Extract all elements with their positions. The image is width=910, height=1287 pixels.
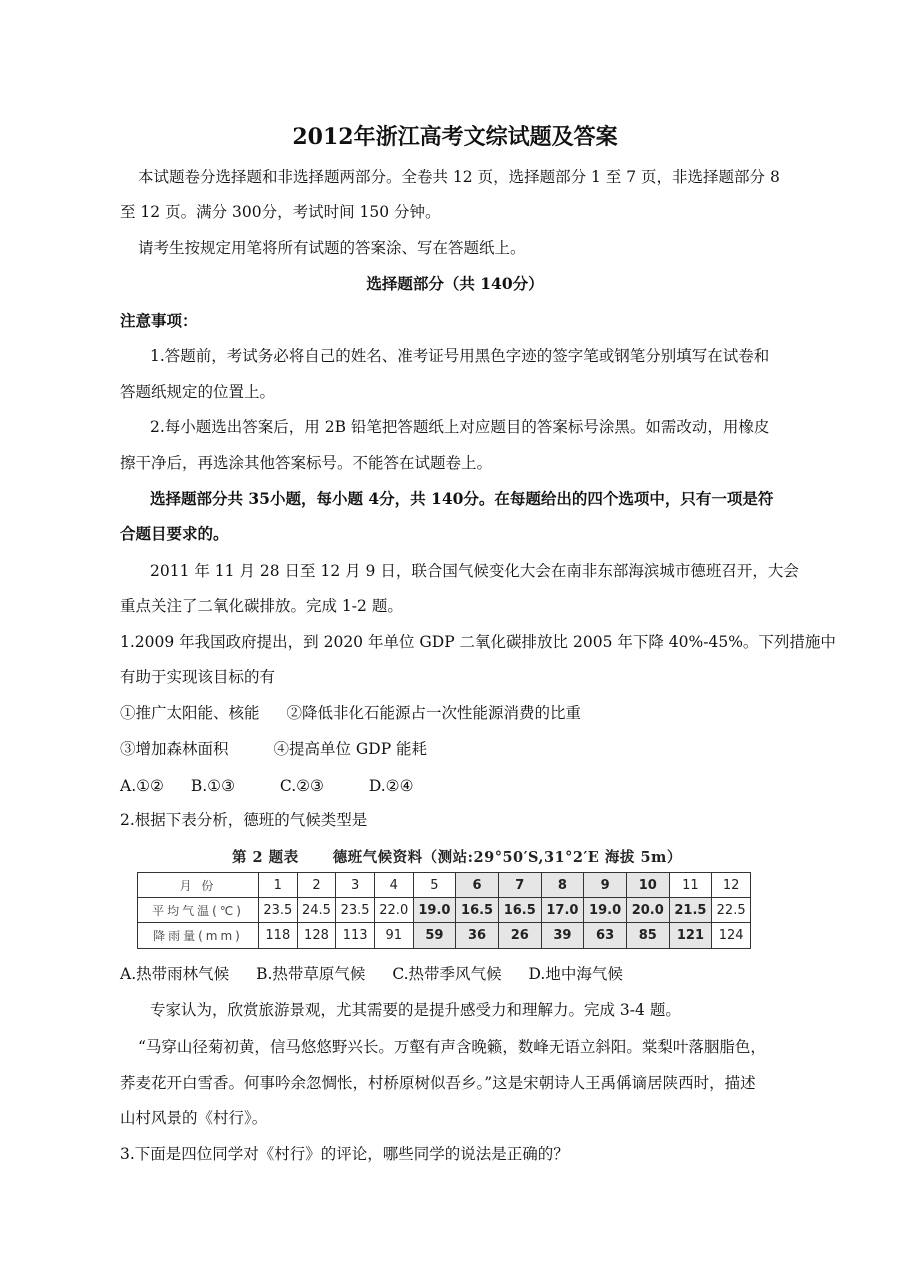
intro-line-2: 至 12 页。满分 300分，考试时间 150 分钟。 bbox=[120, 203, 441, 221]
table-cell: 8 bbox=[541, 873, 584, 898]
poem-line-3: 山村风景的《村行》。 bbox=[120, 1109, 268, 1127]
question-1-line-2: 有助于实现该目标的有 bbox=[120, 668, 276, 686]
table-cell: 2 bbox=[297, 873, 336, 898]
table-row-temperature bbox=[138, 898, 751, 923]
table-cell: 85 bbox=[626, 923, 669, 949]
table-row-months bbox=[138, 873, 751, 898]
table-cell: 59 bbox=[413, 923, 456, 949]
q1-option-c: C.②③ bbox=[279, 777, 324, 795]
instruction-line-1: 选择题部分共 35小题，每小题 4分，共 140分。在每题给出的四个选项中，只有一项是符 bbox=[150, 489, 774, 508]
table-cell: 9 bbox=[584, 873, 627, 898]
q1-option-a: A.①② bbox=[120, 777, 164, 795]
table-cell: 10 bbox=[626, 873, 669, 898]
table-caption-title: 德班气候资料（测站:29°50′S,31°2′E 海拔 5m） bbox=[332, 849, 682, 866]
table-cell: 22.0 bbox=[374, 898, 413, 923]
table-cell: 26 bbox=[498, 923, 541, 949]
q2-option-a: A.热带雨林气候 bbox=[120, 965, 230, 983]
table-cell: 12 bbox=[712, 873, 751, 898]
table-cell: 4 bbox=[374, 873, 413, 898]
q1-item-4: ④提高单位 GDP 能耗 bbox=[273, 740, 428, 758]
note-1-line-1: 1.答题前，考试务必将自己的姓名、准考证号用黑色字迹的签字笔或钢笔分别填写在试卷和 bbox=[150, 347, 770, 365]
table-caption bbox=[232, 846, 682, 867]
climate-table bbox=[137, 872, 751, 949]
intro-line-3: 请考生按规定用笔将所有试题的答案涂、写在答题纸上。 bbox=[138, 239, 526, 257]
note-1-line-2: 答题纸规定的位置上。 bbox=[120, 383, 276, 401]
table-cell: 20.0 bbox=[626, 898, 669, 923]
table-cell: 6 bbox=[456, 873, 499, 898]
table-cell: 39 bbox=[541, 923, 584, 949]
table-cell: 5 bbox=[413, 873, 456, 898]
question-1-items-row-2 bbox=[120, 738, 449, 760]
table-cell: 19.0 bbox=[413, 898, 456, 923]
q2-option-b: B.热带草原气候 bbox=[256, 965, 366, 983]
table-row-rainfall bbox=[138, 923, 751, 949]
q2-option-c: C.热带季风气候 bbox=[392, 965, 502, 983]
q1-item-1: ①推广太阳能、核能 bbox=[120, 704, 260, 722]
table-cell: 19.0 bbox=[584, 898, 627, 923]
note-2-line-2: 擦干净后，再选涂其他答案标号。不能答在试题卷上。 bbox=[120, 454, 493, 472]
q2-option-d: D.地中海气候 bbox=[528, 965, 623, 983]
poem-line-1: “马穿山径菊初黄，信马悠悠野兴长。万壑有声含晚籁，数峰无语立斜阳。棠梨叶落胭脂色， bbox=[138, 1038, 766, 1056]
question-2-options bbox=[120, 963, 645, 985]
context-1-line-2: 重点关注了二氧化碳排放。完成 1-2 题。 bbox=[120, 597, 403, 615]
table-cell: 23.5 bbox=[336, 898, 375, 923]
table-cell: 3 bbox=[336, 873, 375, 898]
table-cell: 23.5 bbox=[259, 898, 298, 923]
table-cell: 24.5 bbox=[297, 898, 336, 923]
table-cell: 113 bbox=[336, 923, 375, 949]
table-cell: 63 bbox=[584, 923, 627, 949]
question-2-stem: 2.根据下表分析，德班的气候类型是 bbox=[120, 811, 368, 829]
section-title: 选择题部分（共 140分） bbox=[366, 274, 544, 293]
table-cell: 36 bbox=[456, 923, 499, 949]
table-header-temperature: 平均气温(℃) bbox=[138, 898, 259, 923]
table-cell: 11 bbox=[669, 873, 712, 898]
intro-line-1: 本试题卷分选择题和非选择题两部分。全卷共 12 页，选择题部分 1 至 7 页，非选择题部分 8 bbox=[138, 168, 780, 186]
context-1-line-1: 2011 年 11 月 28 日至 12 月 9 日，联合国气候变化大会在南非东部海滨城市德班召开，大会 bbox=[150, 562, 799, 580]
question-1-options bbox=[120, 775, 435, 797]
question-1-items-row-1 bbox=[120, 702, 603, 724]
table-caption-label: 第 2 题表 bbox=[232, 849, 299, 866]
context-2: 专家认为，欣赏旅游景观，尤其需要的是提升感受力和理解力。完成 3-4 题。 bbox=[150, 1001, 681, 1019]
poem-line-2: 荞麦花开白雪香。何事吟余忽惆怅，村桥原树似吾乡。”这是宋朝诗人王禹偁谪居陕西时，描述 bbox=[120, 1074, 756, 1092]
table-cell: 124 bbox=[712, 923, 751, 949]
table-cell: 21.5 bbox=[669, 898, 712, 923]
q1-option-b: B.①③ bbox=[190, 777, 235, 795]
note-2-line-1: 2.每小题选出答案后，用 2B 铅笔把答题纸上对应题目的答案标号涂黑。如需改动，用橡皮 bbox=[150, 418, 770, 436]
table-cell: 16.5 bbox=[498, 898, 541, 923]
table-cell: 16.5 bbox=[456, 898, 499, 923]
notes-heading: 注意事项： bbox=[120, 311, 198, 330]
question-3-stem: 3.下面是四位同学对《村行》的评论，哪些同学的说法是正确的？ bbox=[120, 1145, 569, 1163]
table-header-rainfall: 降雨量(mm) bbox=[138, 923, 259, 949]
question-1-line-1: 1.2009 年我国政府提出，到 2020 年单位 GDP 二氧化碳排放比 2005 年下降 40%-45%。下列措施中 bbox=[120, 633, 836, 651]
table-cell: 22.5 bbox=[712, 898, 751, 923]
q1-item-2: ②降低非化石能源占一次性能源消费的比重 bbox=[286, 704, 581, 722]
q1-item-3: ③增加森林面积 bbox=[120, 740, 229, 758]
table-cell: 1 bbox=[259, 873, 298, 898]
table-cell: 118 bbox=[259, 923, 298, 949]
table-cell: 128 bbox=[297, 923, 336, 949]
table-cell: 7 bbox=[498, 873, 541, 898]
document-title: 2012年浙江高考文综试题及答案 bbox=[292, 124, 618, 150]
q1-option-d: D.②④ bbox=[368, 777, 414, 795]
table-header-month: 月 份 bbox=[138, 873, 259, 898]
table-cell: 121 bbox=[669, 923, 712, 949]
table-cell: 91 bbox=[374, 923, 413, 949]
table-cell: 17.0 bbox=[541, 898, 584, 923]
instruction-line-2: 合题目要求的。 bbox=[120, 524, 229, 543]
